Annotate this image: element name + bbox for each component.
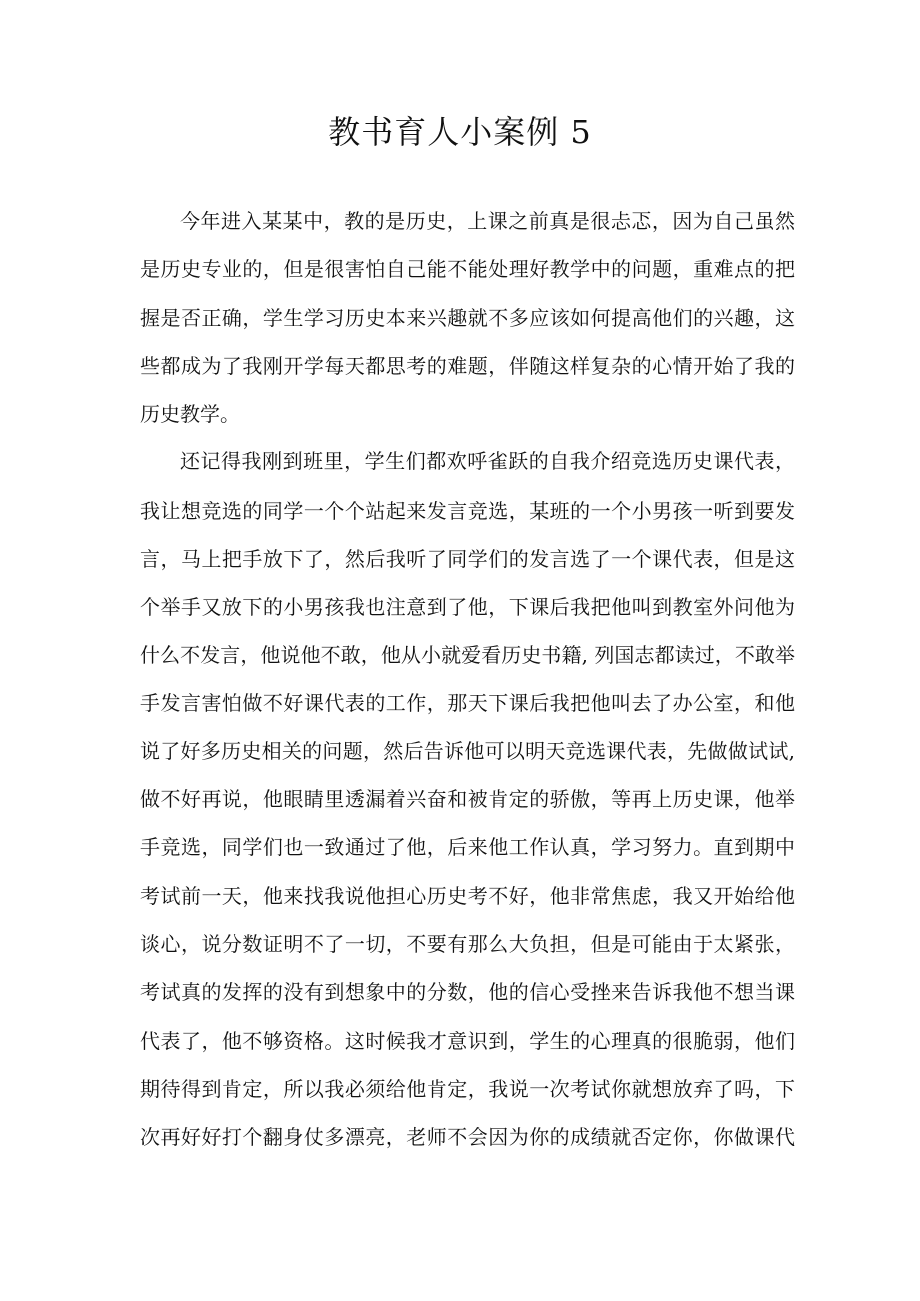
paragraph-2-line-9: 手竞选，同学们也一致通过了他，后来他工作认真，学习努力。直到期中 (140, 835, 795, 859)
paragraph-2-line-13: 代表了，他不够资格。这时候我才意识到，学生的心理真的很脆弱，他们 (140, 1029, 795, 1053)
paragraph-1-line-4: 些都成为了我刚开学每天都思考的难题，伴随这样复杂的心情开始了我的 (140, 354, 795, 378)
paragraph-2-line-8: 做不好再说，他眼睛里透漏着兴奋和被肯定的骄傲，等再上历史课，他举 (140, 787, 795, 811)
paragraph-2-line-1: 还记得我刚到班里，学生们都欢呼雀跃的自我介绍竞选历史课代表， (180, 449, 795, 473)
paragraph-2-line-11: 谈心，说分数证明不了一切，不要有那么大负担，但是可能由于太紧张， (140, 932, 795, 956)
paragraph-1-line-5: 历史教学。 (140, 402, 240, 426)
paragraph-2-line-7: 说了好多历史相关的问题，然后告诉他可以明天竞选课代表，先做做试试, (140, 739, 795, 763)
paragraph-2-line-6: 手发言害怕做不好课代表的工作，那天下课后我把他叫去了办公室，和他 (140, 691, 795, 715)
paragraph-2-line-15: 次再好好打个翻身仗多漂亮，老师不会因为你的成绩就否定你，你做课代 (140, 1125, 795, 1149)
paragraph-2-line-2: 我让想竞选的同学一个个站起来发言竞选，某班的一个小男孩一听到要发 (140, 499, 795, 523)
paragraph-2-line-12: 考试真的发挥的没有到想象中的分数，他的信心受挫来告诉我他不想当课 (140, 980, 795, 1004)
paragraph-1-line-3: 握是否正确，学生学习历史本来兴趣就不多应该如何提高他们的兴趣，这 (140, 306, 795, 330)
paragraph-2-line-5: 什么不发言，他说他不敢，他从小就爱看历史书籍, 列国志都读过，不敢举 (140, 643, 795, 667)
paragraph-2-line-3: 言，马上把手放下了，然后我听了同学们的发言选了一个课代表，但是这 (140, 547, 795, 571)
document-title: 教书育人小案例 5 (328, 113, 592, 151)
paragraph-1-line-1: 今年进入某某中，教的是历史，上课之前真是很忐忑，因为自己虽然 (180, 209, 795, 233)
paragraph-2-line-10: 考试前一天，他来找我说他担心历史考不好，他非常焦虑，我又开始给他 (140, 884, 795, 908)
paragraph-2-line-4: 个举手又放下的小男孩我也注意到了他，下课后我把他叫到教室外问他为 (140, 595, 795, 619)
paragraph-2-line-14: 期待得到肯定，所以我必须给他肯定，我说一次考试你就想放弃了吗，下 (140, 1077, 795, 1101)
paragraph-1-line-2: 是历史专业的，但是很害怕自己能不能处理好教学中的问题，重难点的把 (140, 257, 795, 281)
